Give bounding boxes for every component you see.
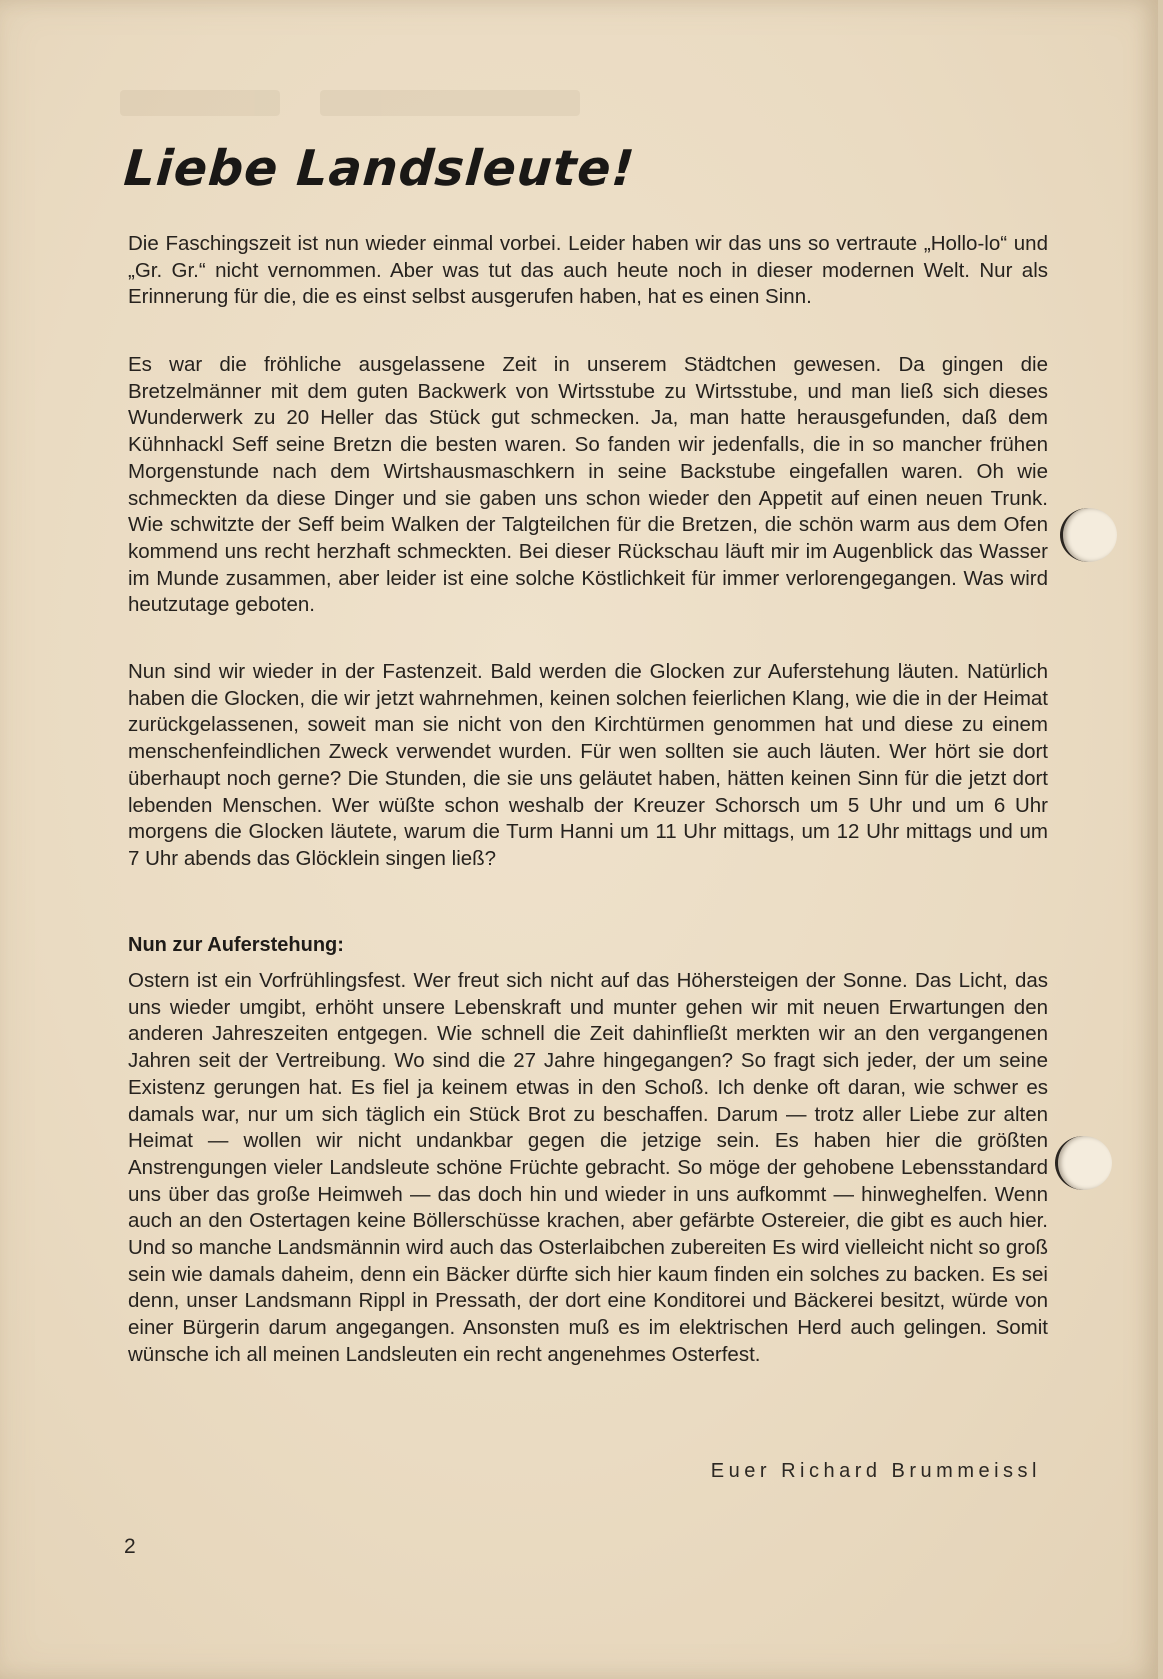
bleed-through-shadow	[120, 30, 740, 140]
paragraph-fastenzeit: Nun sind wir wieder in der Fastenzeit. Bald werden die Glocken zur Auferstehung läuten. Natürlich haben die Glocken, die wir jetzt wahrnehmen, keinen solchen feierlichen Klang, wie die in der Heimat zurückgelassenen, soweit man sie nicht von den Kirchtürmen genommen hat und diese zu einem menschenfeindlichen Zweck verwendet wurden. Für wen sollten sie auch läuten. Wer hört sie dort überhaupt noch gerne? Die Stunden, die sie uns geläutet haben, hätten keinen Sinn für die jetzt dort lebenden Menschen. Wer wüßte schon weshalb der Kreuzer Schorsch um 5 Uhr und um 6 Uhr morgens die Glocken läutete, warum die Turm Hanni um 11 Uhr mittags, um 12 Uhr mittags und um 7 Uhr abends das Glöcklein singen ließ?	[128, 660, 1048, 870]
signature: Euer Richard Brummeissl	[710, 1460, 1041, 1482]
punch-hole-icon	[1055, 1136, 1112, 1190]
page-edge	[1158, 0, 1163, 1679]
paragraph-bretzelmaenner: Es war die fröhliche ausgelassene Zeit in unserem Städtchen gewesen. Da gingen die Bretzelmänner mit dem guten Backwerk von Wirtsstube zu Wirtsstube, und man ließ sich dieses Wunderwerk zu 20 Heller das Stück gut schmecken. Ja, man hatte herausgefunden, daß dem Kühnhackl Seff seine Bretzn die besten waren. So fanden wir jedenfalls, die in so mancher frühen Morgenstunde nach dem Wirtshausmaschkern in seine Backstube eingefallen waren. Oh wie schmeckten da diese Dinger und sie gaben uns schon wieder den Appetit auf einen neuen Trunk. Wie schwitzte der Seff beim Walken der Talgteilchen für die Bretzen, die schön warm aus dem Ofen kommend uns recht herzhaft schmeckten. Bei dieser Rückschau läuft mir im Augenblick das Wasser im Munde zusammen, aber leider ist eine solche Köstlichkeit für immer verlorengegangen. Was wird heutzutage geboten.	[128, 353, 1048, 617]
page-title: Liebe Landsleute!	[122, 140, 637, 197]
paragraph-faschingszeit: Die Faschingszeit ist nun wieder einmal vorbei. Leider haben wir das uns so vertraute „Hollo-lo“ und „Gr. Gr.“ nicht vernommen. Aber was tut das auch heute noch in dieser modernen Welt. Nur als Erinnerung für die, die es einst selbst ausgerufen haben, hat es einen Sinn.	[128, 232, 1048, 309]
paragraph-ostern: Ostern ist ein Vorfrühlingsfest. Wer freut sich nicht auf das Höhersteigen der Sonne. Das Licht, das uns wieder umgibt, erhöht unsere Lebenskraft und munter gehen wir mit neuen Erwartungen den anderen Jahreszeiten entgegen. Wie schnell die Zeit dahinfließt merkten wir an den vergangenen Jahren seit der Vertreibung. Wo sind die 27 Jahre hingegangen? So fragt sich jeder, der um seine Existenz gerungen hat. Es fiel ja keinem etwas in den Schoß. Ich denke oft daran, wie schwer es damals war, nur um sich täglich ein Stück Brot zu beschaffen. Darum — trotz aller Liebe zur alten Heimat — wollen wir nicht undankbar gegen die jetzige sein. Es haben hier die größten Anstrengungen vieler Landsleute schöne Früchte gebracht. So möge der gehobene Lebensstandard uns über das große Heimweh — das doch hin und wieder in uns aufkommt — hinweghelfen. Wenn auch an den Ostertagen keine Böllerschüsse krachen, aber gefärbte Ostereier, die gibt es auch hier. Und so manche Landsmännin wird auch das Osterlaibchen zubereiten Es wird vielleicht nicht so groß sein wie damals daheim, denn ein Bäcker dürfte sich hier kaum finden ein solches zu backen. Es sei denn, unser Landsmann Rippl in Pressath, der dort eine Konditorei und Bäckerei besitzt, würde von einer Bürgerin darum angegangen. Ansonsten muß es im elektrischen Herd auch gelingen. Somit wünsche ich all meinen Landsleuten ein recht angenehmes Osterfest.	[128, 969, 1048, 1366]
section-heading-auferstehung: Nun zur Auferstehung:	[128, 934, 344, 956]
punch-hole-icon	[1060, 508, 1117, 562]
page-number: 2	[124, 1535, 136, 1558]
